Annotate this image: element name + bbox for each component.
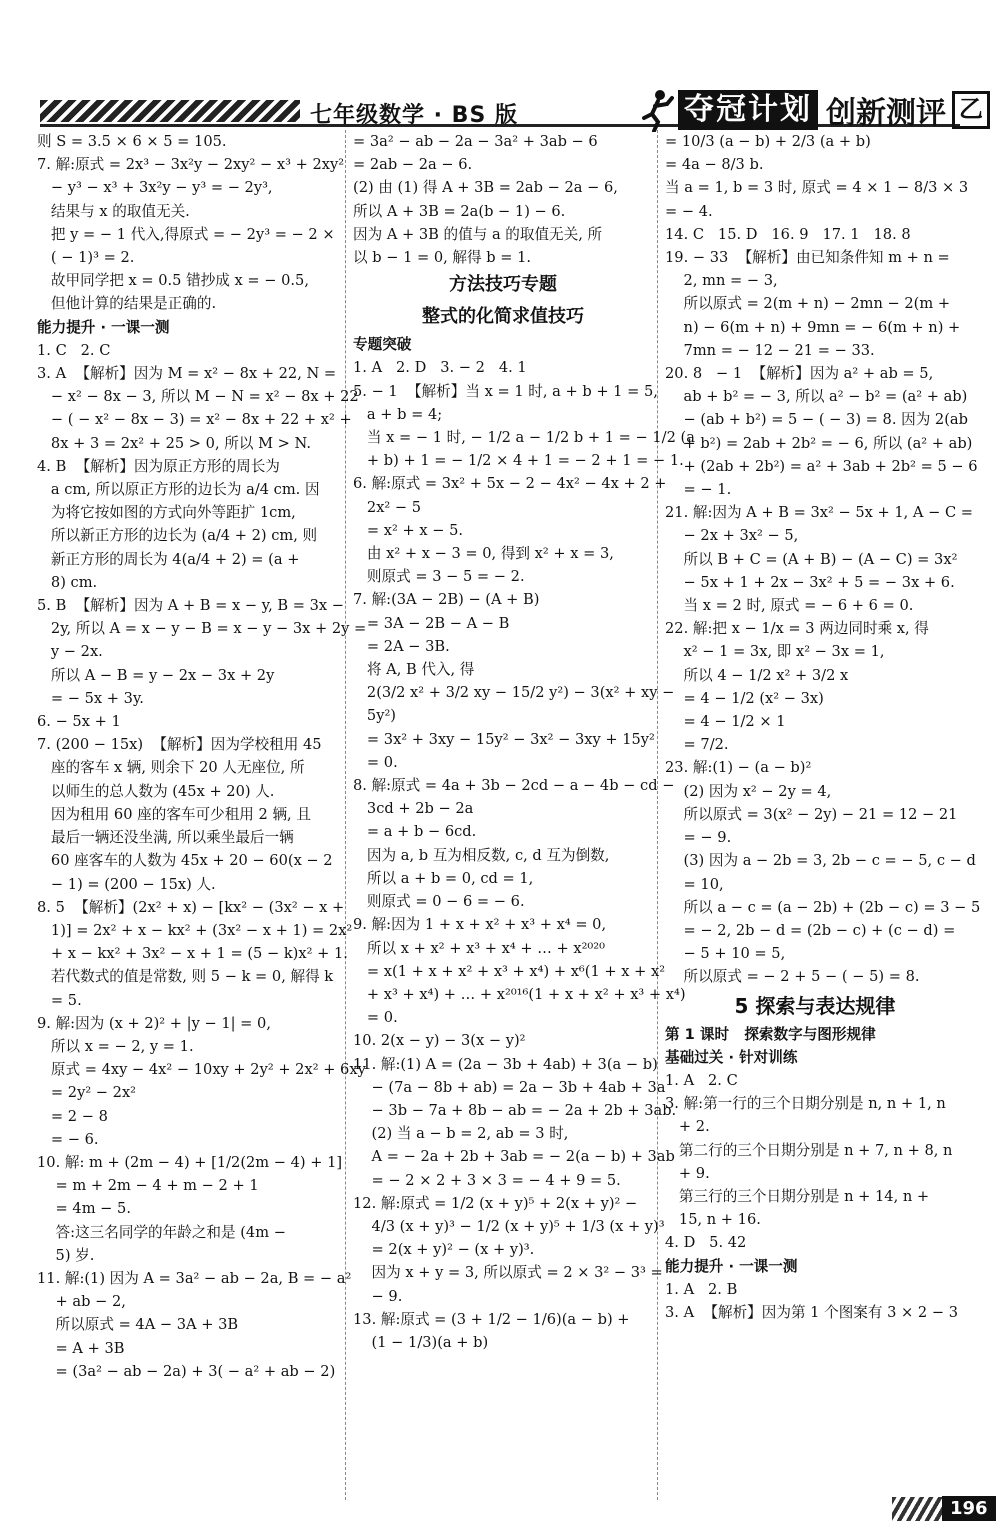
answer-line: 3. A 【解析】因为 M = x² − 8x + 22, N = bbox=[37, 365, 337, 383]
answer-line: 所以 a − c = (a − 2b) + (2b − c) = 3 − 5 bbox=[665, 898, 981, 916]
answer-line: 8) cm. bbox=[37, 573, 98, 591]
answer-line: 所以新正方形的边长为 (a/4 + 2) cm, 则 bbox=[37, 527, 318, 545]
answer-line: = 5. bbox=[37, 991, 82, 1009]
brand-subtitle: 创新测评 bbox=[826, 96, 946, 131]
answer-line: = 4 − 1/2 × 1 bbox=[665, 713, 786, 731]
answer-column-2 bbox=[353, 130, 695, 1354]
column-divider bbox=[345, 130, 347, 1500]
answer-line: 1. A 2. B bbox=[665, 1280, 738, 1298]
answer-line: + x³ + x⁴) + … + x²⁰¹⁶(1 + x + x² + x³ + x⁴) bbox=[353, 985, 686, 1003]
answer-line: 因为 A + 3B 的值与 a 的取值无关, 所 bbox=[353, 225, 603, 243]
answer-line: 因为租用 60 座的客车可少租用 2 辆, 且 bbox=[37, 805, 311, 823]
answer-line: 第二行的三个日期分别是 n + 7, n + 8, n bbox=[665, 1141, 953, 1159]
answer-line: y − 2x. bbox=[37, 643, 103, 661]
header-stripe-decoration bbox=[40, 100, 300, 122]
answer-line: 7mn = − 12 − 21 = − 33. bbox=[665, 341, 875, 359]
answer-line: 8. 5 【解析】(2x² + x) − [kx² − (3x² − x + bbox=[37, 898, 345, 916]
answer-line: 故甲同学把 x = 0.5 错抄成 x = − 0.5, bbox=[37, 272, 309, 290]
page-number-box bbox=[892, 1496, 996, 1521]
answer-line: 11. 解:(1) A = (2a − 3b + 4ab) + 3(a − b) bbox=[353, 1055, 658, 1073]
answer-line: + (2ab + 2b²) = a² + 3ab + 2b² = 5 − 6 bbox=[665, 457, 978, 475]
answer-line: 所以原式 = 3(x² − 2y) − 21 = 12 − 21 bbox=[665, 805, 958, 823]
answer-line: − 5x + 1 + 2x − 3x² + 5 = − 3x + 6. bbox=[665, 573, 955, 591]
answer-line: A = − 2a + 2b + 3ab = − 2(a − b) + 3ab bbox=[353, 1148, 675, 1166]
brand-logo bbox=[640, 88, 990, 132]
answer-line: 当 x = 2 时, 原式 = − 6 + 6 = 0. bbox=[665, 597, 914, 615]
answer-line: 所以 A − B = y − 2x − 3x + 2y bbox=[37, 666, 275, 684]
answer-line: 7. 解:原式 = 2x³ − 3x²y − 2xy² − x³ + 2xy² bbox=[37, 156, 345, 174]
answer-line: (1 − 1/3)(a + b) bbox=[353, 1333, 489, 1351]
answer-line: = − 5x + 3y. bbox=[37, 689, 144, 707]
answer-line: = (3a² − ab − 2a) + 3( − a² + ab − 2) bbox=[37, 1362, 336, 1380]
answer-line: = − 4. bbox=[665, 202, 713, 220]
answer-line: = − 2, 2b − d = (2b − c) + (c − d) = bbox=[665, 921, 956, 939]
answer-line: 所以原式 = − 2 + 5 − ( − 5) = 8. bbox=[665, 968, 920, 986]
answer-line: = x(1 + x + x² + x³ + x⁴) + x⁶(1 + x + x² bbox=[353, 962, 666, 980]
answer-line: = 3a² − ab − 2a − 3a² + 3ab − 6 bbox=[353, 133, 598, 150]
answer-line: = A + 3B bbox=[37, 1339, 125, 1357]
answer-line: − 3b − 7a + 8b − ab = − 2a + 2b + 3ab. bbox=[353, 1101, 677, 1119]
answer-column-1 bbox=[37, 130, 367, 1383]
answer-line: 把 y = − 1 代入,得原式 = − 2y³ = − 2 × bbox=[37, 225, 335, 243]
answer-line: = 2y² − 2x² bbox=[37, 1084, 137, 1102]
answer-line: (2) 由 (1) 得 A + 3B = 2ab − 2a − 6, bbox=[353, 179, 618, 197]
answer-line: − y³ − x³ + 3x²y − y³ = − 2y³, bbox=[37, 179, 273, 197]
answer-line: = a + b − 6cd. bbox=[353, 823, 477, 841]
answer-line: 8. 解:原式 = 4a + 3b − 2cd − a − 4b − cd − bbox=[353, 777, 675, 795]
answer-line: 13. 解:原式 = (3 + 1/2 − 1/6)(a − b) + bbox=[353, 1310, 630, 1328]
answer-line: 答:这三名同学的年龄之和是 (4m − bbox=[37, 1223, 286, 1241]
answer-line: 2, mn = − 3, bbox=[665, 272, 778, 290]
answer-line: 11. 解:(1) 因为 A = 3a² − ab − 2a, B = − a² bbox=[37, 1269, 352, 1287]
answer-line: n) − 6(m + n) + 9mn = − 6(m + n) + bbox=[665, 318, 961, 336]
answer-line: 以师生的总人数为 (45x + 20) 人. bbox=[37, 782, 275, 800]
answer-line: 所以 B + C = (A + B) − (A − C) = 3x² bbox=[665, 550, 958, 568]
answer-line: 当 x = − 1 时, − 1/2 a − 1/2 b + 1 = − 1/2 (a bbox=[353, 429, 695, 447]
answer-line: 15, n + 16. bbox=[665, 1211, 761, 1229]
answer-line: 1)] = 2x² + x − kx² + (3x² − x + 1) = 2x² bbox=[37, 921, 353, 939]
answer-line: 22. 解:把 x − 1/x = 3 两边同时乘 x, 得 bbox=[665, 620, 929, 638]
answer-line: 1. A 2. D 3. − 2 4. 1 bbox=[353, 359, 527, 377]
answer-line: − (ab + b²) = 5 − ( − 3) = 8. 因为 2(ab bbox=[665, 411, 968, 429]
answer-line: + b²) = 2ab + 2b² = − 6, 所以 (a² + ab) bbox=[665, 434, 973, 452]
answer-line: 10. 解: m + (2m − 4) + [1/2(2m − 4) + 1] bbox=[37, 1153, 343, 1171]
answer-line: 所以 4 − 1/2 x² + 3/2 x bbox=[665, 666, 849, 684]
answer-line: = 0. bbox=[353, 753, 398, 771]
answer-line: + b) + 1 = − 1/2 × 4 + 1 = − 2 + 1 = − 1. bbox=[353, 452, 684, 470]
section-heading: 第 1 课时 探索数字与图形规律 bbox=[665, 1025, 876, 1043]
answer-line: = 2A − 3B. bbox=[353, 637, 450, 655]
section-title: 整式的化简求值技巧 bbox=[422, 306, 584, 328]
answer-line: 因为 x + y = 3, 所以原式 = 2 × 3² − 3³ = bbox=[353, 1264, 663, 1282]
answer-line: 结果与 x 的取值无关. bbox=[37, 202, 190, 220]
page-header bbox=[0, 0, 1000, 130]
answer-line: 14. C 15. D 16. 9 17. 1 18. 8 bbox=[665, 225, 911, 243]
answer-line: 19. − 33 【解析】由已知条件知 m + n = bbox=[665, 249, 950, 267]
answer-line: = 10/3 (a − b) + 2/3 (a + b) bbox=[665, 133, 871, 150]
answer-line: 7. (200 − 15x) 【解析】因为学校租用 45 bbox=[37, 736, 322, 754]
section-heading: 能力提升 · 一课一测 bbox=[665, 1257, 798, 1275]
answer-line: 为将它按如图的方式向外等距扩 1cm, bbox=[37, 504, 296, 522]
answer-line: 则原式 = 0 − 6 = − 6. bbox=[353, 893, 525, 911]
answer-line: + ab − 2, bbox=[37, 1293, 126, 1311]
answer-line: 则 S = 3.5 × 6 × 5 = 105. bbox=[37, 133, 227, 150]
answer-line: 9. 解:因为 1 + x + x² + x³ + x⁴ = 0, bbox=[353, 916, 607, 934]
answer-line: 新正方形的周长为 4(a/4 + 2) = (a + bbox=[37, 550, 300, 568]
answer-line: 5. B 【解析】因为 A + B = x − y, B = 3x − bbox=[37, 597, 344, 615]
answer-line: = 3x² + 3xy − 15y² − 3x² − 3xy + 15y² bbox=[353, 730, 655, 748]
answer-line: x² − 1 = 3x, 即 x² − 3x = 1, bbox=[665, 643, 885, 661]
answer-line: ( − 1)³ = 2. bbox=[37, 249, 135, 267]
runner-figure-icon bbox=[640, 88, 674, 132]
answer-line: = 2 − 8 bbox=[37, 1107, 108, 1125]
answer-line: 但他计算的结果是正确的. bbox=[37, 295, 217, 313]
answer-line: ab + b² = − 3, 所以 a² − b² = (a² + ab) bbox=[665, 388, 968, 406]
answer-line: 所以 x + x² + x³ + x⁴ + … + x²⁰²⁰ bbox=[353, 939, 605, 957]
answer-line: − x² − 8x − 3, 所以 M − N = x² − 8x + 22 bbox=[37, 388, 359, 406]
answer-line: = 2ab − 2a − 6. bbox=[353, 156, 473, 174]
answer-line: 2x² − 5 bbox=[353, 498, 422, 516]
answer-line: − (7a − 8b + ab) = 2a − 3b + 4ab + 3a bbox=[353, 1078, 666, 1096]
answer-line: 20. 8 − 1 【解析】因为 a² + ab = 5, bbox=[665, 365, 934, 383]
section-heading: 专题突破 bbox=[353, 336, 412, 354]
answer-line: 3. A 【解析】因为第 1 个图案有 3 × 2 − 3 bbox=[665, 1303, 958, 1321]
answer-line: = − 2 × 2 + 3 × 3 = − 4 + 9 = 5. bbox=[353, 1171, 621, 1189]
answer-line: 6. − 5x + 1 bbox=[37, 713, 121, 731]
answer-line: = 10, bbox=[665, 875, 724, 893]
column-divider bbox=[657, 130, 659, 1500]
answer-line: 2(3/2 x² + 3/2 xy − 15/2 y²) − 3(x² + xy − bbox=[353, 684, 675, 702]
answer-line: 4/3 (x + y)³ − 1/2 (x + y)⁵ + 1/3 (x + y)³ bbox=[353, 1217, 665, 1235]
answer-line: a + b = 4; bbox=[353, 405, 443, 423]
answer-line: 若代数式的值是常数, 则 5 − k = 0, 解得 k bbox=[37, 968, 334, 986]
answer-line: 60 座客车的人数为 45x + 20 − 60(x − 2 bbox=[37, 852, 333, 870]
answer-line: (2) 当 a − b = 2, ab = 3 时, bbox=[353, 1125, 569, 1143]
answer-line: = 0. bbox=[353, 1009, 398, 1027]
chapter-title: 5 探索与表达规律 bbox=[734, 993, 896, 1018]
page-number: 196 bbox=[942, 1496, 996, 1521]
section-heading: 基础过关 · 针对训练 bbox=[665, 1048, 798, 1066]
answer-line: = 3A − 2B − A − B bbox=[353, 614, 510, 632]
answer-line: 8x + 3 = 2x² + 25 > 0, 所以 M > N. bbox=[37, 434, 311, 452]
answer-line: = 7/2. bbox=[665, 736, 729, 754]
answer-line: (3) 因为 a − 2b = 3, 2b − c = − 5, c − d bbox=[665, 852, 976, 870]
answer-line: 最后一辆还没坐满, 所以乘坐最后一辆 bbox=[37, 829, 294, 847]
answer-line: 9. 解:因为 (x + 2)² + |y − 1| = 0, bbox=[37, 1014, 271, 1032]
answer-line: = − 6. bbox=[37, 1130, 99, 1148]
answer-line: 12. 解:原式 = 1/2 (x + y)⁵ + 2(x + y)² − bbox=[353, 1194, 638, 1212]
answer-line: 第三行的三个日期分别是 n + 14, n + bbox=[665, 1187, 930, 1205]
answer-line: a cm, 所以原正方形的边长为 a/4 cm. 因 bbox=[37, 481, 320, 499]
answer-line: 所以原式 = 2(m + n) − 2mn − 2(m + bbox=[665, 295, 951, 313]
answer-line: = 4a − 8/3 b. bbox=[665, 156, 764, 174]
answer-line: 当 a = 1, b = 3 时, 原式 = 4 × 1 − 8/3 × 3 bbox=[665, 179, 969, 197]
answer-line: 1. C 2. C bbox=[37, 341, 111, 359]
answer-line: = 4m − 5. bbox=[37, 1200, 131, 1218]
answer-line: 所以 A + 3B = 2a(b − 1) − 6. bbox=[353, 202, 566, 220]
answer-line: = m + 2m − 4 + m − 2 + 1 bbox=[37, 1177, 259, 1195]
section-heading: 能力提升 · 一课一测 bbox=[37, 318, 170, 336]
page-stripe-decoration bbox=[892, 1497, 942, 1521]
answer-line: 因为 a, b 互为相反数, c, d 互为倒数, bbox=[353, 846, 610, 864]
answer-line: = − 9. bbox=[665, 829, 732, 847]
answer-line: 5. − 1 【解析】当 x = 1 时, a + b + 1 = 5, bbox=[353, 382, 658, 400]
answer-line: 5y²) bbox=[353, 707, 396, 725]
brand-badge: 乙 bbox=[952, 91, 990, 129]
answer-line: 则原式 = 3 − 5 = − 2. bbox=[353, 568, 525, 586]
answer-line: 10. 2(x − y) − 3(x − y)² bbox=[353, 1032, 526, 1050]
answer-line: 21. 解:因为 A + B = 3x² − 5x + 1, A − C = bbox=[665, 504, 973, 522]
answer-line: 原式 = 4xy − 4x² − 10xy + 2y² + 2x² + 6xy bbox=[37, 1061, 366, 1079]
answer-line: + 2. bbox=[665, 1118, 710, 1136]
answer-line: 4. B 【解析】因为原正方形的周长为 bbox=[37, 457, 280, 475]
section-title: 方法技巧专题 bbox=[449, 274, 557, 296]
answer-line: = 4 − 1/2 (x² − 3x) bbox=[665, 689, 824, 707]
answer-line: 将 A, B 代入, 得 bbox=[353, 661, 475, 679]
answer-line: 所以 a + b = 0, cd = 1, bbox=[353, 869, 534, 887]
answer-line: 所以 x = − 2, y = 1. bbox=[37, 1037, 194, 1055]
answer-line: 4. D 5. 42 bbox=[665, 1234, 747, 1252]
answer-line: 座的客车 x 辆, 则余下 20 人无座位, 所 bbox=[37, 759, 305, 777]
brand-title: 夺冠计划 bbox=[678, 90, 818, 130]
answer-line: 3. 解:第一行的三个日期分别是 n, n + 1, n bbox=[665, 1095, 946, 1113]
answer-line: 2y, 所以 A = x − y − B = x − y − 3x + 2y = bbox=[37, 620, 367, 638]
answer-line: − 1) = (200 − 15x) 人. bbox=[37, 875, 216, 893]
answer-line: 以 b − 1 = 0, 解得 b = 1. bbox=[353, 249, 532, 267]
answer-line: + x − kx² + 3x² − x + 1 = (5 − k)x² + 1. bbox=[37, 945, 348, 963]
answer-column-3 bbox=[665, 130, 981, 1324]
answer-line: = 2(x + y)² − (x + y)³. bbox=[353, 1241, 535, 1259]
answer-line: 由 x² + x − 3 = 0, 得到 x² + x = 3, bbox=[353, 545, 614, 563]
answer-line: 1. A 2. C bbox=[665, 1071, 738, 1089]
header-subject: 七年级数学 · BS 版 bbox=[310, 103, 518, 128]
answer-line: − 9. bbox=[353, 1287, 403, 1305]
answer-line: 5) 岁. bbox=[37, 1246, 95, 1264]
answer-line: 6. 解:原式 = 3x² + 5x − 2 − 4x² − 4x + 2 + bbox=[353, 475, 667, 493]
answer-line: 所以原式 = 4A − 3A + 3B bbox=[37, 1316, 239, 1334]
answer-line: 3cd + 2b − 2a bbox=[353, 800, 474, 818]
answer-line: 7. 解:(3A − 2B) − (A + B) bbox=[353, 591, 540, 609]
answer-line: − ( − x² − 8x − 3) = x² − 8x + 22 + x² + bbox=[37, 411, 352, 429]
answer-line: (2) 因为 x² − 2y = 4, bbox=[665, 782, 832, 800]
answer-line: = x² + x − 5. bbox=[353, 521, 464, 539]
answer-line: − 2x + 3x² − 5, bbox=[665, 527, 799, 545]
answer-line: 23. 解:(1) − (a − b)² bbox=[665, 759, 812, 777]
answer-line: + 9. bbox=[665, 1164, 710, 1182]
answer-line: − 5 + 10 = 5, bbox=[665, 945, 786, 963]
answer-line: = − 1. bbox=[665, 481, 732, 499]
